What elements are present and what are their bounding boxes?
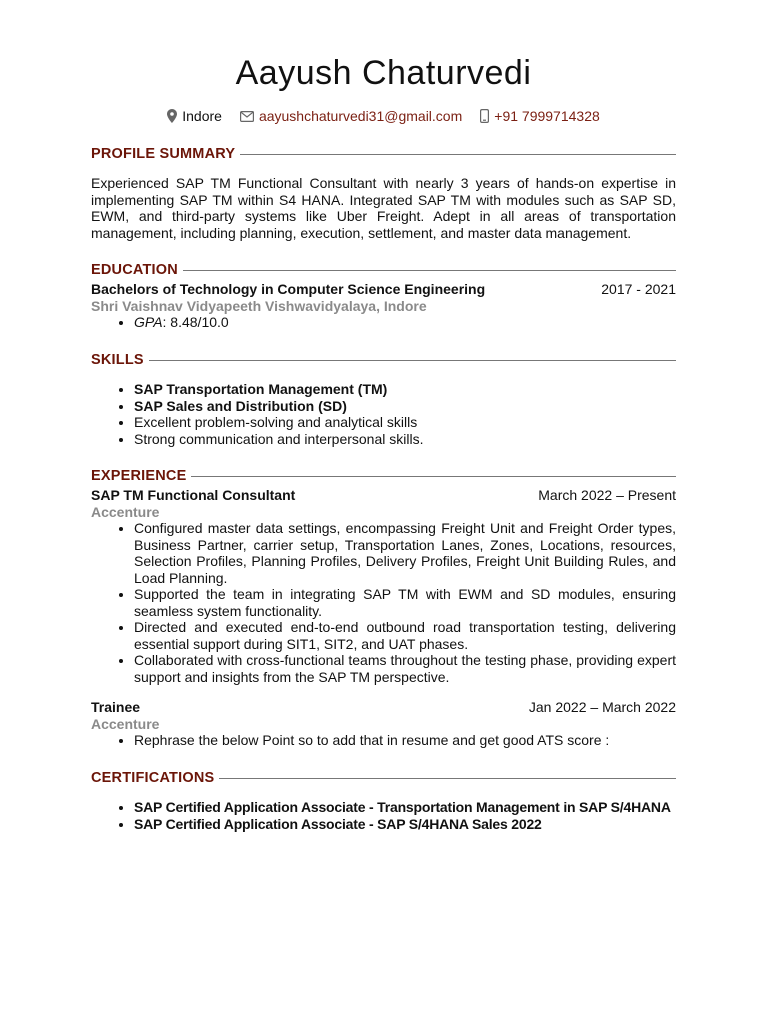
list-item: • SAP Certified Application Associate - SAP S/4HANA Sales 2022	[134, 816, 676, 833]
job-header	[91, 487, 676, 504]
location-pin-icon	[167, 109, 177, 123]
contact-location	[167, 108, 222, 124]
education-section	[91, 261, 676, 331]
section-heading	[91, 351, 676, 369]
section-title: CERTIFICATIONS	[91, 770, 215, 786]
list-item: • Directed and executed end-to-end outbound road transportation testing, delivering essential support during SIT1, SIT2, and UAT phases.	[134, 619, 676, 652]
job-header	[91, 699, 676, 716]
job-entry	[91, 699, 676, 749]
list-item: • Excellent problem-solving and analytical skills	[134, 414, 676, 431]
mobile-phone-icon	[480, 109, 489, 123]
envelope-icon	[240, 111, 254, 122]
degree-title: Bachelors of Technology in Computer Science Engineering	[91, 281, 486, 297]
job-dates: Jan 2022 – March 2022	[528, 699, 676, 715]
list-item: • Collaborated with cross-functional teams throughout the testing phase, providing expert support and insights from the SAP TM perspective.	[134, 652, 676, 685]
job-bullets	[91, 520, 676, 685]
section-divider	[149, 360, 676, 361]
company-name: Accenture	[91, 503, 160, 520]
job-dates: March 2022 – Present	[538, 487, 676, 503]
school-name: Shri Vaishnav Vidyapeeth Vishwavidyalaya, Indore	[91, 297, 427, 314]
phone-link[interactable]: +91 7999714328	[494, 108, 600, 124]
candidate-name: Aayush Chaturvedi	[235, 54, 532, 92]
list-item: • Configured master data settings, encompassing Freight Unit and Freight Order types, Business Partner, carrier setup, Transportation Lanes, Zones, Locations, resources, Selection Profiles, Planning Profiles, Delivery Profiles, Freight Unit Building Rules, and Load Planning.	[134, 520, 676, 586]
email-link[interactable]: aayushchaturvedi31@gmail.com	[258, 108, 463, 124]
list-item: • SAP Certified Application Associate - Transportation Management in SAP S/4HANA	[134, 799, 676, 816]
section-title: EXPERIENCE	[91, 468, 187, 484]
education-dates: 2017 - 2021	[601, 281, 676, 297]
list-item: • Strong communication and interpersonal skills.	[134, 431, 676, 448]
section-divider	[183, 270, 676, 271]
contact-email[interactable]	[240, 108, 462, 124]
gpa-label: GPA	[134, 314, 163, 330]
job-entry	[91, 487, 676, 685]
certifications-section	[91, 769, 676, 832]
list-item: • SAP Sales and Distribution (SD)	[134, 398, 676, 415]
location-text: Indore	[182, 108, 222, 124]
job-role: Trainee	[91, 699, 141, 715]
list-item: • SAP Transportation Management (TM)	[134, 381, 676, 398]
gpa-value: : 8.48/10.0	[162, 314, 229, 330]
contact-phone[interactable]	[480, 108, 600, 124]
list-item: • Rephrase the below Point so to add that in resume and get good ATS score :	[134, 732, 676, 749]
skills-list	[91, 381, 676, 447]
section-heading	[91, 769, 676, 787]
list-item	[134, 314, 676, 331]
section-heading	[91, 261, 676, 279]
company-name: Accenture	[91, 715, 160, 732]
job-role: SAP TM Functional Consultant	[91, 487, 296, 503]
section-title: PROFILE SUMMARY	[91, 146, 236, 162]
profile-summary-text: Experienced SAP TM Functional Consultant with nearly 3 years of hands-on expertise in implementing SAP TM within S4 HANA. Integrated SAP TM with modules such as SAP SD, EWM, and third-party systems like Uber Freight. Adept in all areas of transportation management, including planning, execution, settlement, and master data management.	[91, 175, 676, 241]
list-item: • Supported the team in integrating SAP TM with EWM and SD modules, ensuring seamless system functionality.	[134, 586, 676, 619]
experience-section	[91, 467, 676, 748]
section-divider	[191, 476, 676, 477]
skills-section	[91, 351, 676, 447]
contact-bar	[91, 108, 676, 124]
section-title: SKILLS	[91, 352, 144, 368]
education-details	[91, 314, 676, 331]
profile-summary-section	[91, 145, 676, 241]
education-entry-header	[91, 281, 676, 298]
section-heading	[91, 145, 676, 163]
section-title: EDUCATION	[91, 262, 178, 278]
section-heading	[91, 467, 676, 485]
job-bullets	[91, 732, 676, 749]
section-divider	[219, 778, 676, 779]
certifications-list	[91, 799, 676, 832]
section-divider	[240, 154, 676, 155]
